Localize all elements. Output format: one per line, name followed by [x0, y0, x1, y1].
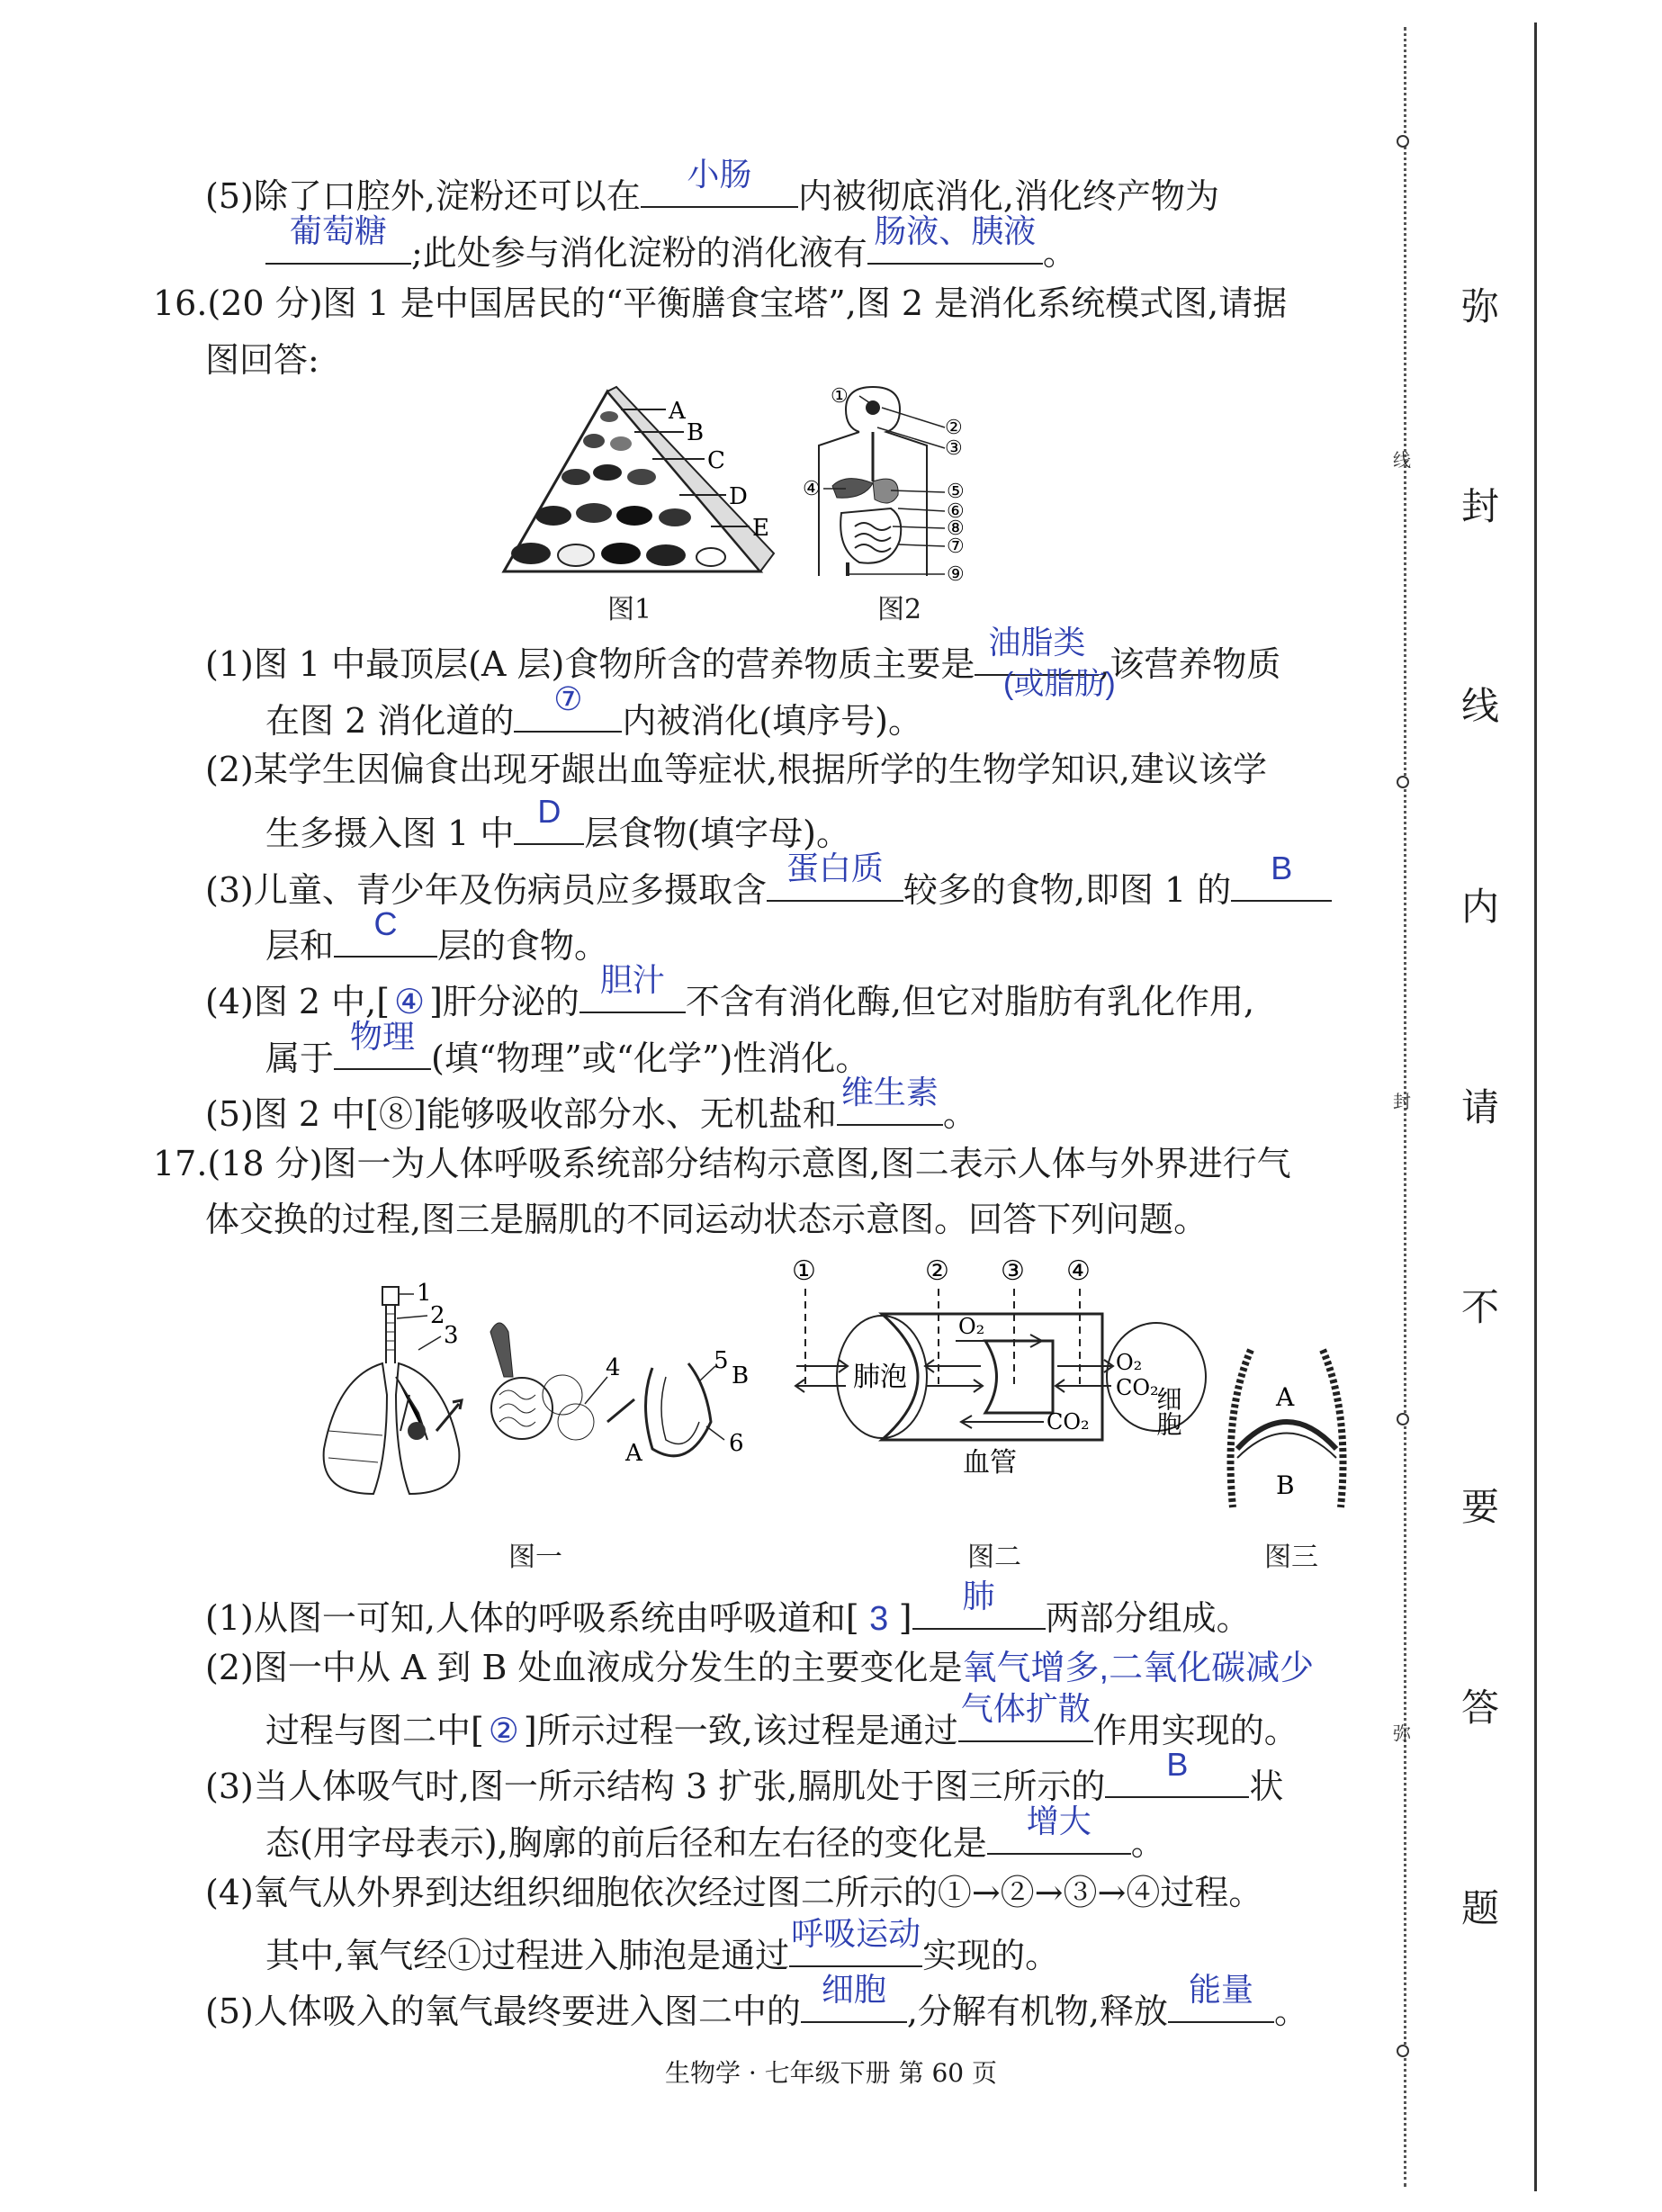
answer-note: (或脂肪) [1003, 667, 1116, 701]
diaphragm-figure [1224, 1341, 1350, 1516]
side-char: 弥 [1460, 284, 1499, 328]
answer-blank [1168, 1971, 1274, 2023]
pyramid-label-e: E [752, 515, 769, 542]
binding-hole [1397, 135, 1409, 148]
diaphragm-label-a: A [1276, 1382, 1295, 1412]
pyramid-label-b: B [687, 419, 705, 446]
vessel-label: 血管 [963, 1447, 1017, 1479]
answer-blank [912, 1578, 1046, 1630]
answer: 肠液、胰液 [874, 212, 1037, 249]
resp-label-b: B [732, 1362, 750, 1389]
side-char: 线 [1460, 684, 1499, 728]
answer-blank [1231, 850, 1332, 902]
alveolus-label: 肺泡 [853, 1362, 907, 1393]
step-4: ④ [1066, 1255, 1091, 1287]
seal-mark: 线 [1393, 449, 1411, 471]
digestive-system-figure [792, 382, 972, 585]
q16-p2-line1: (2)某学生因偏食出现牙龈出血等症状,根据所学的生物学知识,建议该学 [205, 750, 1267, 789]
side-char: 请 [1460, 1085, 1499, 1129]
answer-blank [789, 1915, 922, 1967]
q16-p3-line1: (3)儿童、青少年及伤病员应多摄取含 蛋白质 较多的食物,即图 1 的 B [205, 860, 1332, 913]
answer: 油脂类 [988, 624, 1086, 661]
page-footer: 生物学 · 七年级下册 第 60 页 [664, 2058, 998, 2088]
digest-label-1: ① [831, 385, 849, 408]
q16-heading-cont: 图回答: [205, 340, 319, 380]
resp-label-2: 2 [430, 1302, 445, 1329]
fig1-caption: 图1 [607, 594, 652, 625]
answer-blank [867, 212, 1043, 265]
answer: 肺 [962, 1578, 995, 1614]
q17-heading: 17.(18 分)图一为人体呼吸系统部分结构示意图,图二表示人体与外界进行气 [153, 1144, 1291, 1183]
answer: 蛋白质 [786, 850, 884, 886]
answer: 维生素 [840, 1074, 939, 1110]
answer: 细胞 [821, 1971, 886, 2008]
pyramid-label-a: A [669, 398, 686, 425]
q16-p5-line1: (5)图 2 中[⑧]能够吸收部分水、无机盐和 维生素 。 [205, 1084, 977, 1137]
side-char: 不 [1460, 1285, 1499, 1329]
answer-blank [334, 1018, 431, 1070]
q17-p3-line2: 态(用字母表示),胸廓的前后径和左右径的变化是 增大 。 [265, 1813, 1165, 1866]
side-char: 封 [1460, 484, 1499, 528]
digest-label-8: ⑧ [947, 517, 965, 540]
resp-label-1: 1 [417, 1280, 432, 1307]
q17-p4-line2: 其中,氧气经①过程进入肺泡是通过 呼吸运动 实现的。 [265, 1926, 1059, 1978]
resp-label-6: 6 [729, 1430, 744, 1457]
q17-p2-line1: (2)图一中从 A 到 B 处血液成分发生的主要变化是氧气增多,二氧化碳减少 [205, 1648, 1315, 1687]
resp-label-a: A [625, 1440, 642, 1467]
fig-two-caption: 图二 [967, 1542, 1021, 1573]
answer: 能量 [1189, 1971, 1254, 2008]
side-char: 内 [1460, 885, 1499, 929]
resp-label-3: 3 [444, 1322, 459, 1349]
q17-heading-cont: 体交换的过程,图三是膈肌的不同运动状态示意图。回答下列问题。 [205, 1200, 1208, 1239]
binding-solid-line [1534, 22, 1537, 2191]
answer-blank [641, 156, 798, 208]
q17-p5-line1: (5)人体吸入的氧气最终要进入图二中的 细胞 ,分解有机物,释放 能量 。 [205, 1982, 1308, 2034]
resp-label-4: 4 [606, 1354, 621, 1381]
diaphragm-label-b: B [1276, 1470, 1295, 1500]
resp-label-5: 5 [714, 1347, 729, 1374]
answer-blank [514, 793, 584, 845]
side-char: 答 [1460, 1686, 1499, 1730]
q16-p1-line1: (1)图 1 中最顶层(A 层)食物所含的营养物质主要是 油脂类 (或脂肪) ,该营养物质 [205, 634, 1280, 687]
q16-p4-line1: (4)图 2 中,[ ④ ]肝分泌的 胆汁 不含有消化酶,但它对脂肪有乳化作用, [205, 972, 1254, 1025]
digest-label-7: ⑦ [947, 535, 965, 558]
side-char: 题 [1460, 1886, 1499, 1930]
answer: 增大 [1026, 1803, 1092, 1839]
answer: 氧气增多,二氧化碳减少 [962, 1650, 1315, 1687]
digest-label-6: ⑥ [947, 500, 965, 523]
digest-label-4: ④ [803, 478, 821, 500]
answer-blank [987, 1803, 1131, 1855]
gas-exchange-figure [792, 1251, 1215, 1521]
answer: ④ [394, 984, 426, 1021]
answer: 葡萄糖 [289, 212, 387, 249]
digest-label-9: ⑨ [947, 563, 965, 585]
answer: ⑦ [553, 680, 583, 717]
answer: 气体扩散 [960, 1690, 1091, 1727]
answer: 呼吸运动 [791, 1915, 921, 1952]
answer-blank [975, 624, 1116, 701]
step-1: ① [792, 1255, 816, 1287]
answer-blank [579, 961, 686, 1013]
answer: 胆汁 [599, 961, 665, 998]
pyramid-label-d: D [729, 483, 748, 510]
q16-p1-line2: 在图 2 消化道的 ⑦ 内被消化(填序号)。 [265, 691, 922, 743]
answer-blank [1105, 1746, 1249, 1798]
answer-blank [514, 680, 622, 733]
answer: D [537, 793, 561, 830]
fig2-caption: 图2 [877, 594, 922, 625]
answer-blank [801, 1971, 907, 2023]
q15-p5-line2: 葡萄糖 ;此处参与消化淀粉的消化液有 肠液、胰液 。 [265, 223, 1077, 275]
binding-hole [1397, 1413, 1409, 1425]
answer-blank [837, 1074, 943, 1126]
seal-mark: 弥 [1393, 1722, 1411, 1744]
answer-blank [334, 905, 437, 958]
fig-one-caption: 图一 [508, 1542, 562, 1573]
co2-label-cell: CO₂ [1116, 1375, 1159, 1400]
q16-p2-line2: 生多摄入图 1 中 D 层食物(填字母)。 [265, 804, 850, 856]
q17-p2-line2: 过程与图二中[ ② ]所示过程一致,该过程是通过 气体扩散 作用实现的。 [265, 1701, 1298, 1754]
digest-label-5: ⑤ [947, 481, 965, 503]
o2-label-cell: O₂ [1116, 1350, 1143, 1375]
digest-label-3: ③ [945, 437, 963, 460]
pyramid-label-c: C [707, 447, 725, 474]
q15-p5-line1: (5)除了口腔外,淀粉还可以在 小肠 内被彻底消化,消化终产物为 [205, 166, 1219, 219]
answer-blank [767, 850, 903, 902]
digest-label-2: ② [945, 417, 963, 439]
answer: 小肠 [687, 156, 752, 193]
binding-hole [1397, 2045, 1409, 2057]
q17-p1-line1: (1)从图一可知,人体的呼吸系统由呼吸道和[ 3 ] 肺 两部分组成。 [205, 1588, 1251, 1641]
step-2: ② [925, 1255, 949, 1287]
q17-p3-line1: (3)当人体吸气时,图一所示结构 3 扩张,膈肌处于图三所示的 B 状 [205, 1757, 1283, 1809]
answer: ② [488, 1713, 519, 1750]
q16-heading: 16.(20 分)图 1 是中国居民的“平衡膳食宝塔”,图 2 是消化系统模式图,请据 [153, 283, 1288, 323]
o2-label-vessel: O₂ [958, 1314, 985, 1339]
fig-three-caption: 图三 [1264, 1542, 1318, 1573]
answer: B [1271, 850, 1293, 886]
co2-label-vessel: CO₂ [1047, 1409, 1090, 1434]
step-3: ③ [1001, 1255, 1025, 1287]
answer: C [373, 905, 398, 942]
food-pyramid-figure [499, 382, 778, 580]
answer: 物理 [350, 1018, 416, 1055]
binding-hole [1397, 776, 1409, 788]
side-char: 要 [1460, 1485, 1499, 1529]
cell-label: 细胞 [1153, 1386, 1183, 1436]
respiratory-system-figure [310, 1278, 778, 1507]
q16-p4-line2: 属于 物理 (填“物理”或“化学”)性消化。 [265, 1029, 869, 1081]
q17-p4-line1: (4)氧气从外界到达组织细胞依次经过图二所示的①→②→③→④过程。 [205, 1873, 1263, 1912]
answer: 3 [869, 1600, 889, 1638]
answer-blank [958, 1690, 1093, 1742]
answer: B [1166, 1746, 1189, 1783]
q16-p3-line2: 层和 C 层的食物。 [265, 916, 608, 968]
seal-mark: 封 [1393, 1091, 1411, 1112]
answer-blank [265, 212, 411, 265]
